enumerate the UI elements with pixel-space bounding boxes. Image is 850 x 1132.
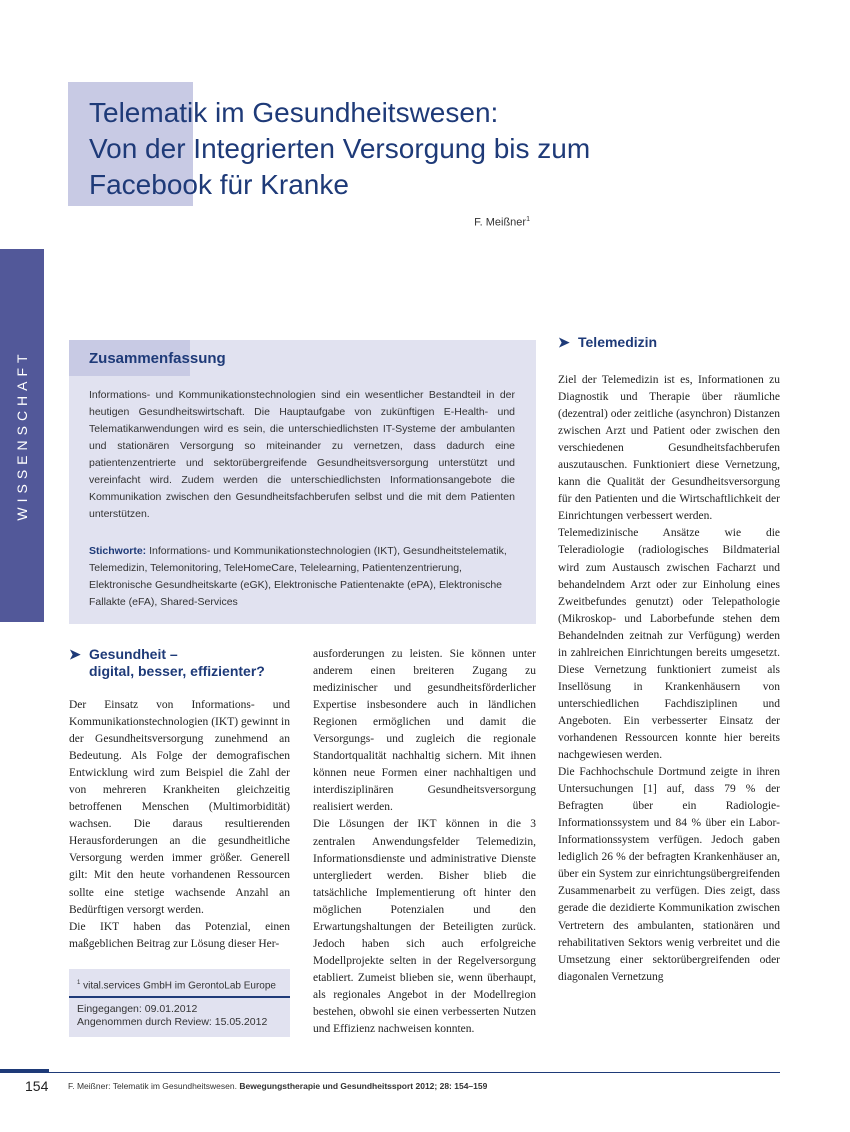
arrow-icon: ➤ [558,334,570,350]
keywords-label: Stichworte: [89,545,147,557]
author-name: F. Meißner [474,216,527,229]
body-paragraph: Ziel der Telemedizin ist es, Informationen zu Diagnostik und Therapie über räumliche (dezentral) oder zeitliche (asynchron) Distanzen zwischen Arzt und Patient oder zwischen den verschiedenen Gesundheitsfachberufen auszutauschen. Funktioniert diese Vernetzung, kann die Qualität der Gesundheitsversorgung für den Patienten und die Wirtschaftlichkeit der Einrichtungen verbessert werden. [558,374,780,523]
received-date: Eingegangen: 09.01.2012 [77,1003,198,1015]
title-line: Von der Integrierten Versorgung bis zum [89,133,591,164]
footer-rule [49,1072,780,1073]
citation-journal: Bewegungstherapie und Gesundheitssport 2012; 28: 154–159 [239,1081,488,1091]
author-line [430,216,530,229]
section-heading-line: Gesundheit – [89,646,178,662]
page-number: 154 [25,1078,49,1094]
body-paragraph: Die IKT haben das Potenzial, einen maßgeblichen Beitrag zur Lösung dieser Her- [69,920,290,950]
accepted-date: Angenommen durch Review: 15.05.2012 [77,1016,268,1028]
abstract-text: Informations- und Kommunikationstechnologien sind ein wesentlicher Bestandteil in der heutigen Gesundheitswirtschaft. Die Hauptaufgabe von zukünftigen E-Health- und Telematikanwendungen wird es sein, die unterschiedlichsten IT-Systeme der ambulanten und stationären Versorgung so miteinander zu vernetzen, dass dadurch eine patientenzentrierte und sektorübergreifende Gesundheitsversorgung unterstützt und vereinfacht wird. Zudem werden die unterschiedlichsten Informationsangebote die Kommunikation zwischen den Gesundheitsfachberufen selbst und die mit dem Patienten unterstützen. [89,389,515,520]
section-heading-line: Telemedizin [578,334,658,350]
abstract-heading: Zusammenfassung [89,350,226,367]
body-column-3 [558,372,780,986]
title-line: Telematik im Gesundheitswesen: [89,97,499,128]
section-side-label: WISSENSCHAFT [14,349,30,521]
keywords-list: Informations- und Kommunikationstechnologien (IKT), Gesundheitstelematik, Telemedizin, Telemonitoring, TeleHomeCare, Telelearning, Patientenzentrierung, Elektronische Gesundheitskarte (eGK), Elektronische Patientenakte (ePA), Elektronische Fallakte (eFA), Shared-Services [89,545,507,608]
affiliation-footnote [77,980,276,991]
title-line: Facebook für Kranke [89,169,349,200]
footnote-mark: 1 [77,980,81,986]
body-column-1 [69,697,290,953]
affiliation-text: vital.services GmbH im GerontoLab Europe [80,980,276,992]
body-paragraph: Die Fachhochschule Dortmund zeigte in ihren Untersuchungen [1] auf, dass 79 % der Befragten über ein Radiologie-Informationssystem und 84 % über ein Labor-Informationssystem verfügen. Jedoch gaben lediglich 26 % der befragten Krankenhäuser an, über ein System zur einrichtungsübergreifenden Zusammenarbeit zu verfügen. Dies zeigt, dass gerade die dezidierte Kommunikation zwischen Vertretern des ambulanten, stationären und rehabilitativen Sektors wenig verbreitet und die Umsetzung einer sektorübergreifenden oder diagonalen Vernetzung [558,766,780,983]
keywords [89,543,515,611]
footnote-divider [69,996,290,998]
footer-citation [68,1081,487,1091]
arrow-icon: ➤ [69,646,81,662]
citation-text: F. Meißner: Telematik im Gesundheitswesen. [68,1081,240,1091]
article-title [89,95,590,203]
section-heading-telemedizin [558,334,658,351]
section-heading-gesundheit [69,646,265,680]
page-number-bar [0,1069,49,1073]
body-column-2 [313,646,536,1038]
author-footnote-mark: 1 [526,216,530,223]
body-paragraph: Telemedizinische Ansätze wie die Teleradiologie (radiologisches Bildmaterial wird zum Austausch zwischen Facharzt und behandelndem Arzt oder zur Einholung eines Zweitbefundes genutzt) oder Telepathologie (Mikroskop- und Laborbefunde stehen dem Behandelnden zeitnah zur Verfügung) werden in zahlreichen Einrichtungen bereits umgesetzt. Diese Vernetzung funktioniert zumeist als Insellösung in Krankenhäusern von unterschiedlichen Fachdisziplinen und Angeboten. Ein verbesserter Einsatz der vorhandenen Ressourcen konnte hier bereits nachgewiesen werden. [558,527,780,762]
body-paragraph: Der Einsatz von Informations- und Kommunikationstechnologien (IKT) gewinnt in der Gesundheitsversorgung zunehmend an Bedeutung. Als Folge der demografischen Entwicklung wird zum Beispiel die Zahl der von mehreren Krankheiten gleichzeitig betroffenen Menschen (Multimorbidität) wachsen. Die daraus resultierenden Herausforderungen an die gesundheitliche Versorgung werden immer größer. Generell gilt: Mit den heute vorhandenen Ressourcen sollte eine stetige wachsende Anzahl an Bedürftigen versorgt werden. [69,699,290,916]
body-paragraph: ausforderungen zu leisten. Sie können unter anderem einen breiteren Zugang zu medizinischer und gesundheitsförderlicher Expertise insbesondere auch in ländlichen Regionen ermöglichen und damit die Versorgungs- und zugleich die regionale Standortqualität nachhaltig sichern. Mit ihnen können neue Formen einer nachhaltigen und interdisziplinären Gesundheitsversorgung realisiert werden. [313,648,536,814]
body-paragraph: Die Lösungen der IKT können in die 3 zentralen Anwendungsfelder Telemedizin, Informationsdienste und administrative Dienste untergliedert werden. Bisher blieb die tatsächliche Implementierung oft hinter den möglichen Potenzialen und den Erwartungshaltungen der Beteiligten zurück. Jedoch haben sich auch erfolgreiche Modellprojekte selten in der Regelversorgung etabliert. Zumeist blieben sie, wenn überhaupt, als regionales Angebot in der Modellregion bestehen, obwohl sie einen verbesserten Nutzen und Effizienz nachweisen konnten. [313,818,536,1036]
section-heading-line: digital, besser, effizienter? [89,663,265,679]
received-dates [77,1003,267,1029]
